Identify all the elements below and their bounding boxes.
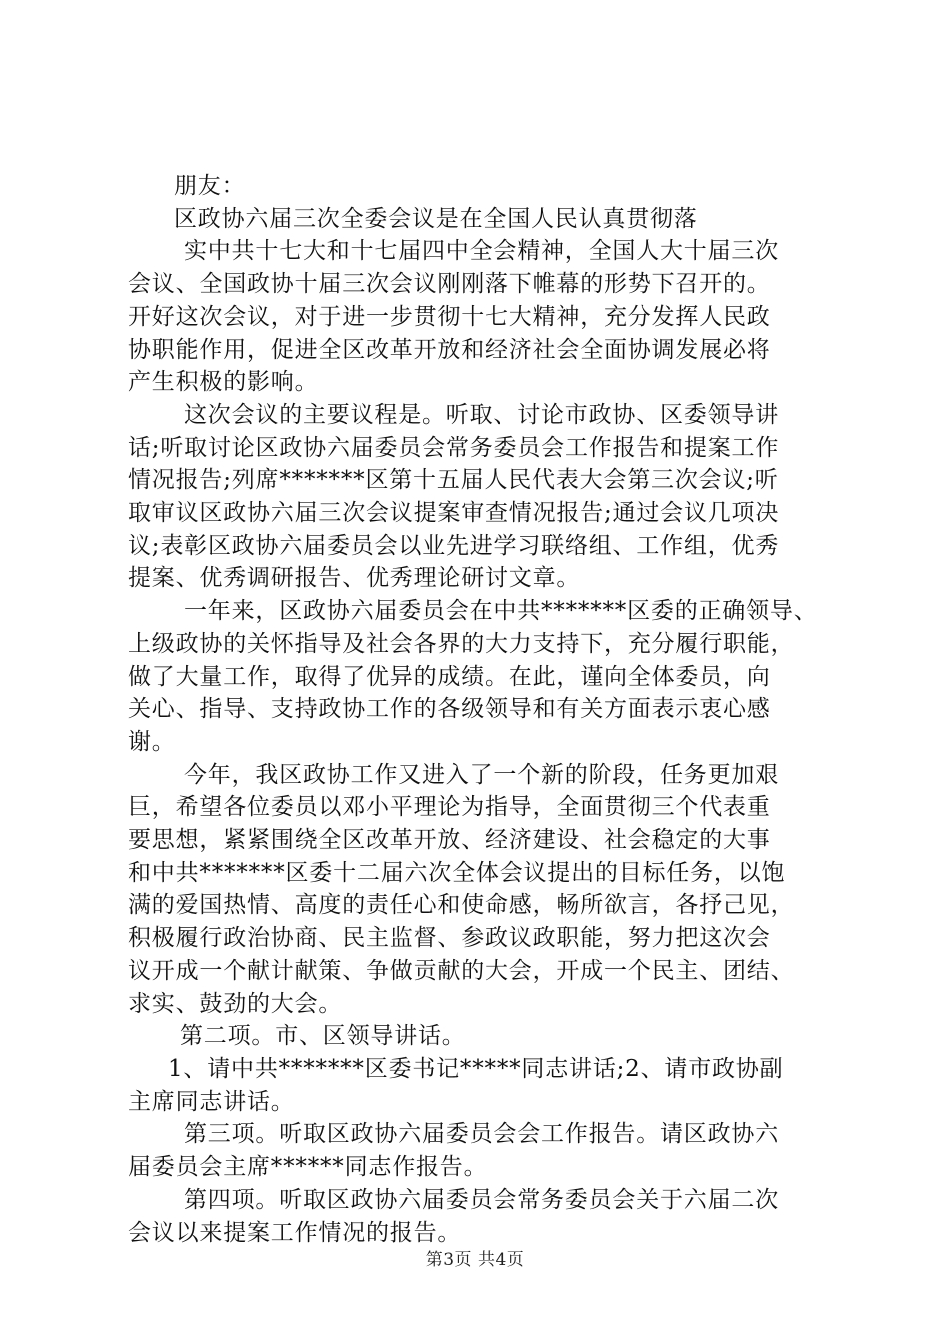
paragraph-2-line-2: 话;听取讨论区政协六届委员会常务委员会工作报告和提案工作 [128, 434, 780, 461]
agenda-item-3-line-2: 届委员会主席******同志作报告。 [128, 1154, 488, 1181]
page-footer: 第3页 共4页 [425, 1250, 525, 1270]
paragraph-2-line-4: 取审议区政协六届三次会议提案审查情况报告;通过会议几项决 [128, 500, 780, 527]
paragraph-4-line-1: 今年，我区政协工作又进入了一个新的阶段，任务更加艰 [184, 761, 779, 788]
paragraph-4-line-4: 和中共*******区委十二届六次全体会议提出的目标任务，以饱 [128, 859, 786, 886]
paragraph-3-line-3: 做了大量工作，取得了优异的成绩。在此，谨向全体委员，向 [128, 663, 771, 690]
paragraph-3-line-2: 上级政协的关怀指导及社会各界的大力支持下，充分履行职能， [128, 630, 795, 657]
paragraph-3-line-1: 一年来，区政协六届委员会在中共*******区委的正确领导、 [184, 598, 818, 625]
paragraph-1-line-5: 协职能作用，促进全区改革开放和经济社会全面协调发展必将 [128, 336, 771, 363]
paragraph-1-line-3: 会议、全国政协十届三次会议刚刚落下帷幕的形势下召开的。 [128, 271, 771, 298]
paragraph-2-line-3: 情况报告;列席*******区第十五届人民代表大会第三次会议;听 [128, 467, 779, 494]
paragraph-3-line-5: 谢。 [128, 728, 176, 755]
agenda-item-4-line-1: 第四项。听取区政协六届委员会常务委员会关于六届二次 [184, 1186, 779, 1213]
agenda-item-2-title: 第二项。市、区领导讲话。 [180, 1023, 466, 1050]
agenda-item-2-line-2: 主席同志讲话。 [128, 1088, 295, 1115]
paragraph-1-line-1: 区政协六届三次全委会议是在全国人民认真贯彻落 [174, 205, 698, 232]
paragraph-2-line-1: 这次会议的主要议程是。听取、讨论市政协、区委领导讲 [184, 401, 779, 428]
paragraph-4-line-5: 满的爱国热情、高度的责任心和使命感，畅所欲言，各抒己见， [128, 892, 795, 919]
document-body [128, 170, 832, 1249]
agenda-item-3-line-1: 第三项。听取区政协六届委员会会工作报告。请区政协六 [184, 1121, 779, 1148]
paragraph-4-line-6: 积极履行政治协商、民主监督、参政议政职能，努力把这次会 [128, 925, 771, 952]
paragraph-1-line-4: 开好这次会议，对于进一步贯彻十七大精神，充分发挥人民政 [128, 303, 771, 330]
paragraph-4-line-2: 巨，希望各位委员以邓小平理论为指导，全面贯彻三个代表重 [128, 794, 771, 821]
paragraph-4-line-3: 要思想，紧紧围绕全区改革开放、经济建设、社会稳定的大事 [128, 827, 771, 854]
paragraph-2-line-6: 提案、优秀调研报告、优秀理论研讨文章。 [128, 565, 581, 592]
paragraph-4-line-8: 求实、鼓劲的大会。 [128, 990, 343, 1017]
paragraph-2-line-5: 议;表彰区政协六届委员会以业先进学习联络组、工作组，优秀 [128, 532, 780, 559]
paragraph-3-line-4: 关心、指导、支持政协工作的各级领导和有关方面表示衷心感 [128, 696, 771, 723]
agenda-item-4-line-2: 会议以来提案工作情况的报告。 [128, 1219, 462, 1246]
paragraph-1-line-6: 产生积极的影响。 [128, 369, 319, 396]
agenda-item-2-line-1: 1、请中共*******区委书记*****同志讲话;2、请市政协副 [168, 1055, 784, 1082]
greeting-line: 朋友： [174, 173, 246, 199]
paragraph-1-line-2: 实中共十七大和十七届四中全会精神，全国人大十届三次 [184, 238, 779, 265]
paragraph-4-line-7: 议开成一个献计献策、争做贡献的大会，开成一个民主、团结、 [128, 957, 795, 984]
